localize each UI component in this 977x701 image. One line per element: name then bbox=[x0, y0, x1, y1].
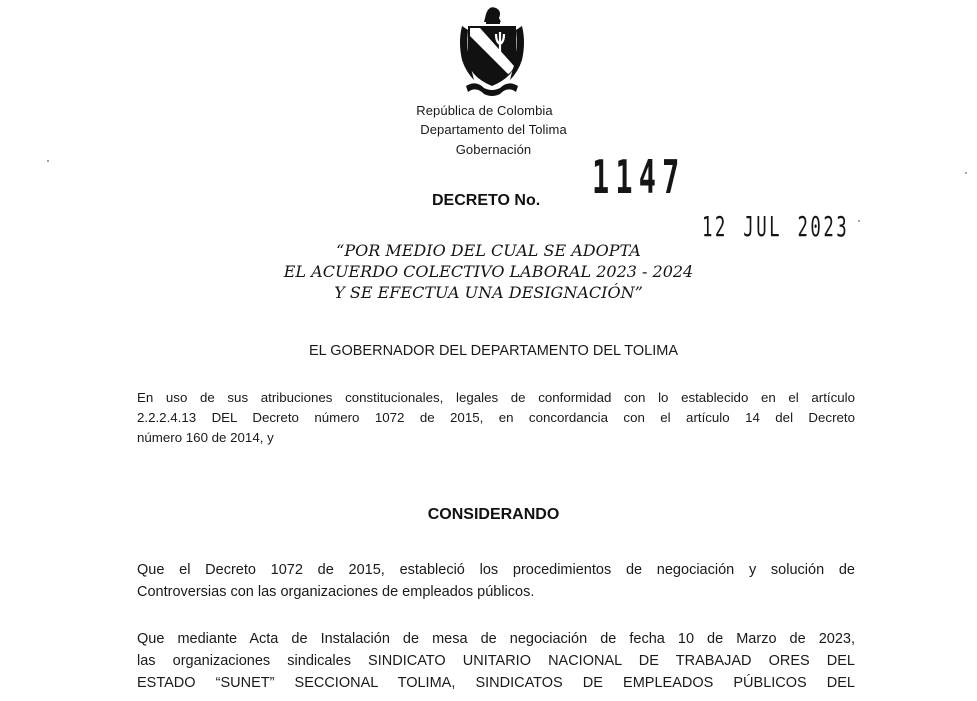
paragraph-line: Controversias con las organizaciones de empleados públicos. bbox=[137, 584, 535, 600]
header-country: República de Colombia bbox=[416, 103, 553, 118]
title-line: “POR MEDIO DEL CUAL SE ADOPTA bbox=[336, 241, 641, 260]
paragraph-line: Que mediante Acta de Instalación de mesa de negociación de fecha 10 de Marzo de 2023, bbox=[137, 631, 855, 647]
paragraph-line: En uso de sus atribuciones constitucionales, legales de conformidad con lo establecido en el artículo bbox=[137, 390, 855, 405]
decree-date: 12 JUL 2023 bbox=[702, 210, 850, 243]
decree-number: 1147 bbox=[592, 150, 686, 204]
decree-title bbox=[0, 240, 977, 303]
authority-heading: EL GOBERNADOR DEL DEPARTAMENTO DEL TOLIMA bbox=[308, 343, 679, 359]
title-line: EL ACUERDO COLECTIVO LABORAL 2023 - 2024 bbox=[283, 262, 694, 281]
paragraph-line: 2.2.2.4.13 DEL Decreto número 1072 de 2015, en concordancia con el artículo 14 del Decreto bbox=[137, 410, 855, 425]
decree-label: DECRETO No. bbox=[432, 192, 541, 209]
paragraph-line: Que el Decreto 1072 de 2015, estableció los procedimientos de negociación y solución de bbox=[137, 562, 855, 578]
header-office: Gobernación bbox=[455, 142, 532, 157]
paragraph-line: número 160 de 2014, y bbox=[137, 430, 274, 445]
tolima-coat-of-arms-icon bbox=[456, 2, 528, 100]
preamble-paragraph bbox=[137, 388, 855, 448]
scan-speck bbox=[858, 220, 860, 222]
considerando-paragraph bbox=[137, 628, 855, 694]
paragraph-line: las organizaciones sindicales SINDICATO UNITARIO NACIONAL DE TRABAJAD ORES DEL bbox=[137, 653, 855, 669]
paragraph-line: ESTADO “SUNET” SECCIONAL TOLIMA, SINDICATOS DE EMPLEADOS PÚBLICOS DEL bbox=[137, 675, 855, 691]
considerando-heading: CONSIDERANDO bbox=[427, 506, 560, 523]
considerando-paragraph bbox=[137, 559, 855, 603]
header-department: Departamento del Tolima bbox=[420, 122, 567, 137]
scan-speck bbox=[965, 172, 967, 174]
scan-speck bbox=[47, 160, 49, 162]
title-line: Y SE EFECTUA UNA DESIGNACIÓN” bbox=[334, 283, 643, 302]
